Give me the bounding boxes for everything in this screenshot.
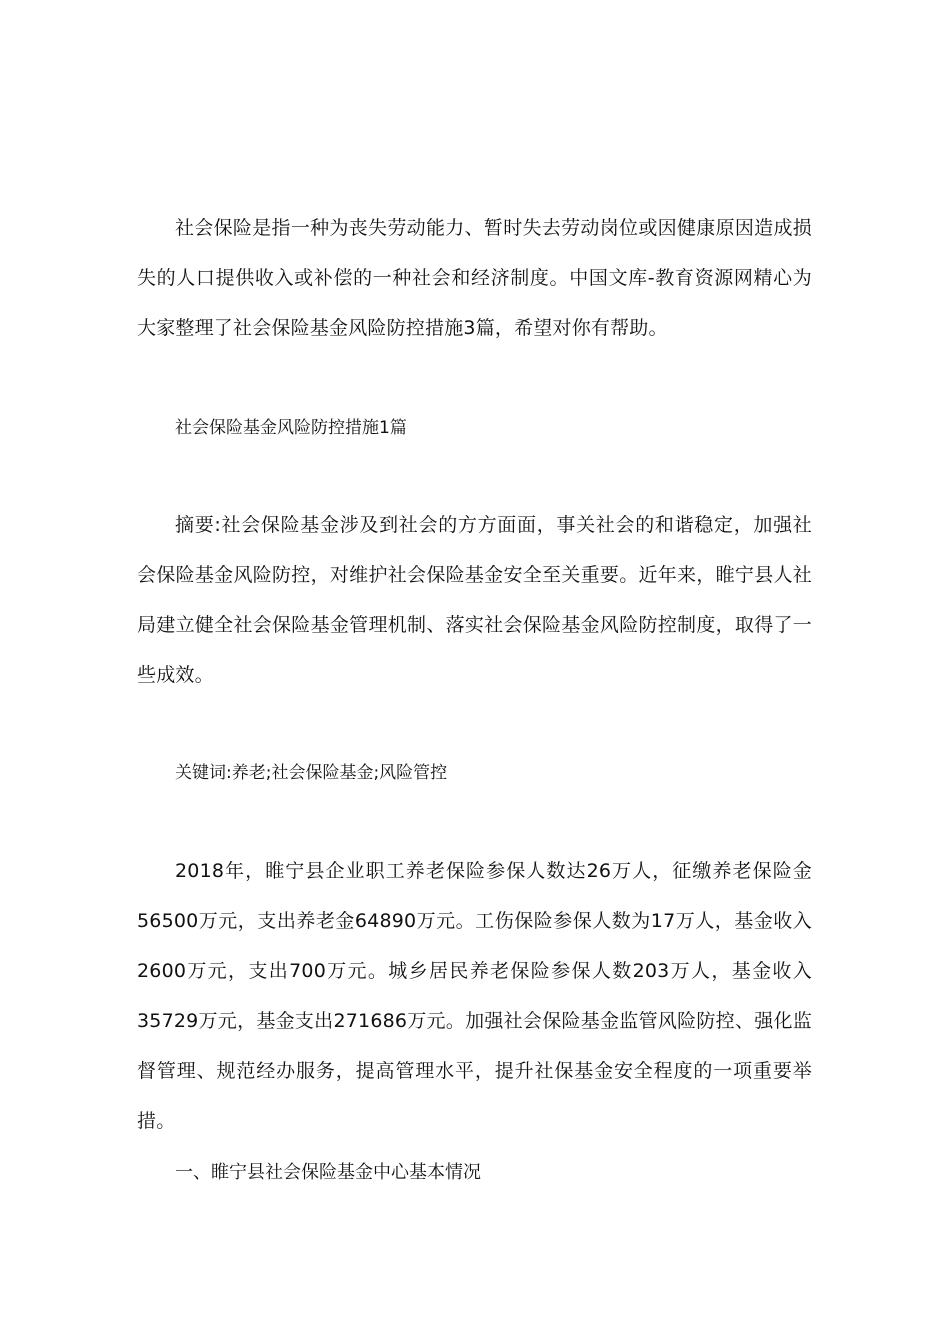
abstract-paragraph: 摘要:社会保险基金涉及到社会的方方面面，事关社会的和谐稳定，加强社会保险基金风险防控，对维护社会保险基金安全至关重要。近年来，睢宁县人社局建立健全社会保险基金管理机制、落实社会保险基金风险防控制度，取得了一些成效。 [137, 514, 812, 686]
intro-paragraph: 社会保险是指一种为丧失劳动能力、暂时失去劳动岗位或因健康原因造成损失的人口提供收入或补偿的一种社会和经济制度。中国文库-教育资源网精心为大家整理了社会保险基金风险防控措施3篇，希望对你有帮助。 [137, 217, 812, 339]
body-paragraph: 2018年，睢宁县企业职工养老保险参保人数达26万人，征缴养老保险金56500万元，支出养老金64890万元。工伤保险参保人数为17万人，基金收入2600万元，支出700万元。城乡居民养老保险参保人数203万人，基金收入35729万元，基金支出271686万元。加强社会保险基金监管风险防控、强化监督管理、规范经办服务，提高管理水平，提升社保基金安全程度的一项重要举措。 [137, 860, 812, 1132]
keywords-line: 关键词:养老;社会保险基金;风险管控 [175, 763, 448, 783]
subheading: 一、睢宁县社会保险基金中心基本情况 [175, 1162, 481, 1183]
section-title: 社会保险基金风险防控措施1篇 [175, 418, 407, 438]
